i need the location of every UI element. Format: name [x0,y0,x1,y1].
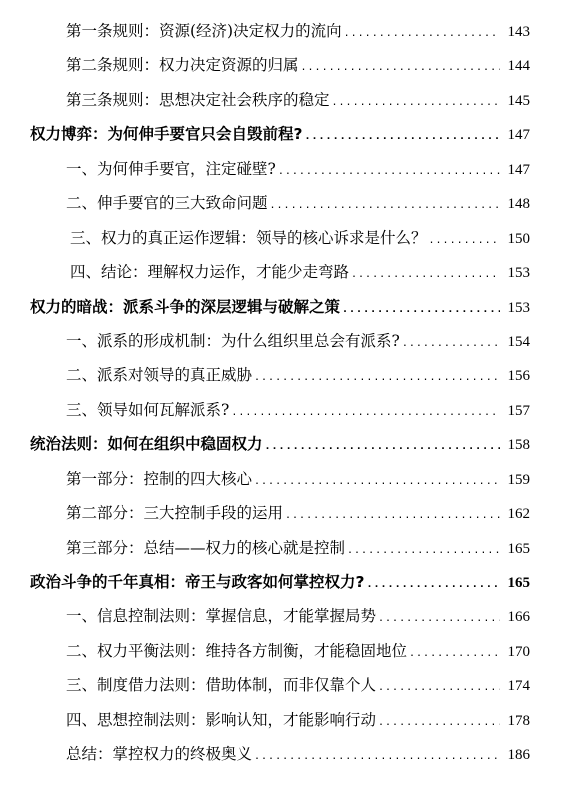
toc-entry-title: 三、制度借力法则：借助体制，而非仅靠个人 [66,676,377,695]
dot-leader [332,86,500,120]
toc-section-title: 权力博弈：为何伸手要官只会自毁前程? [30,125,303,144]
dot-leader [378,671,500,705]
toc-entry-page: 174 [507,678,530,695]
toc-entry-page: 157 [507,402,530,419]
toc-section[interactable] [30,290,530,324]
toc-entry-title: 第一部分：控制的四大核心 [66,469,253,488]
toc-entry-title: 总结：掌控权力的终极奥义 [66,745,253,764]
dot-leader [347,534,500,568]
toc-entry-page: 148 [507,196,530,213]
dot-leader [378,602,500,636]
dot-leader [254,361,500,395]
toc-section-title: 政治斗争的千年真相：帝王与政客如何掌控权力? [30,573,365,591]
toc-entry-page: 144 [507,58,530,75]
toc-entry[interactable] [30,393,530,427]
dot-leader [409,637,500,671]
toc-section-title: 权力的暗战：派系斗争的深层逻辑与破解之策 [30,297,341,316]
toc-entry-page: 186 [507,747,530,764]
toc-entry-page: 162 [507,506,530,523]
toc-entry-title: 四、结论：理解权力运作，才能少走弯路 [70,263,350,282]
toc-section-page: 165 [507,575,530,591]
toc-entry-page: 166 [507,609,530,626]
toc-entry-page: 147 [507,161,530,178]
dot-leader [301,51,500,85]
toc-entry[interactable] [30,703,530,737]
dot-leader [305,120,501,154]
toc-entry[interactable] [30,496,530,530]
dot-leader [344,17,500,51]
dot-leader [429,224,500,258]
toc-entry[interactable] [30,221,530,255]
dot-leader [367,568,501,602]
toc-entry[interactable] [30,531,530,565]
toc-entry-title: 二、权力平衡法则：维持各方制衡，才能稳固地位 [66,641,408,660]
dot-leader [342,293,500,327]
toc-entry[interactable] [30,152,530,186]
toc-entry-page: 145 [507,92,530,109]
toc-entry-title: 三、权力的真正运作逻辑：领导的核心诉求是什么？ [70,228,427,247]
toc-entry-page: 154 [507,333,530,350]
toc-entry-title: 第一条规则：资源(经济)决定权力的流向 [66,22,342,40]
dot-leader [285,499,500,533]
toc-entry-page: 178 [507,712,530,729]
toc-entry-page: 159 [507,471,530,488]
toc-entry[interactable] [30,737,530,771]
toc-entry-title: 二、派系对领导的真正威胁 [66,366,253,385]
toc-entry-title: 第三条规则：思想决定社会秩序的稳定 [66,90,330,109]
toc-section[interactable] [30,117,530,151]
toc-entry-page: 150 [507,230,530,247]
toc-entry[interactable] [30,358,530,392]
toc-entry-title: 一、信息控制法则：掌握信息，才能掌握局势 [66,607,377,626]
toc-entry[interactable] [30,668,530,702]
toc-section[interactable] [30,427,530,461]
toc-section-page: 158 [507,437,530,454]
toc-entry[interactable] [30,83,530,117]
toc-section-title: 统治法则：如何在组织中稳固权力 [30,435,263,454]
toc-entry-title: 三、领导如何瓦解派系? [66,400,230,419]
toc-entry-title: 第二条规则：权力决定资源的归属 [66,56,299,75]
dot-leader [351,258,500,292]
toc-entry-page: 156 [507,368,530,385]
toc-entry[interactable] [30,634,530,668]
toc-entry-title: 一、为何伸手要官，注定碰壁? [66,159,276,178]
toc-entry[interactable] [30,462,530,496]
dot-leader [231,396,500,430]
toc-entry-page: 170 [507,643,530,660]
toc-entry-title: 四、思想控制法则：影响认知，才能影响行动 [66,710,377,729]
dot-leader [270,189,500,223]
dot-leader [254,465,500,499]
toc-section-page: 147 [507,127,530,144]
dot-leader [402,327,500,361]
toc-entry-page: 153 [507,265,530,282]
toc-entry[interactable] [30,255,530,289]
toc-entry[interactable] [30,186,530,220]
toc-section[interactable] [30,565,530,599]
table-of-contents [30,14,530,772]
toc-entry-title: 第三部分：总结——权力的核心就是控制 [66,538,346,557]
toc-entry-title: 第二部分：三大控制手段的运用 [66,504,284,523]
dot-leader [254,740,500,774]
toc-entry[interactable] [30,14,530,48]
toc-entry-title: 一、派系的形成机制：为什么组织里总会有派系? [66,331,400,350]
toc-entry[interactable] [30,324,530,358]
toc-entry-title: 二、伸手要官的三大致命问题 [66,194,268,213]
dot-leader [378,706,500,740]
toc-entry[interactable] [30,48,530,82]
dot-leader [278,155,500,189]
toc-entry-page: 143 [507,24,530,40]
toc-entry[interactable] [30,599,530,633]
toc-entry-page: 165 [507,540,530,557]
dot-leader [265,430,500,464]
toc-section-page: 153 [507,299,530,316]
